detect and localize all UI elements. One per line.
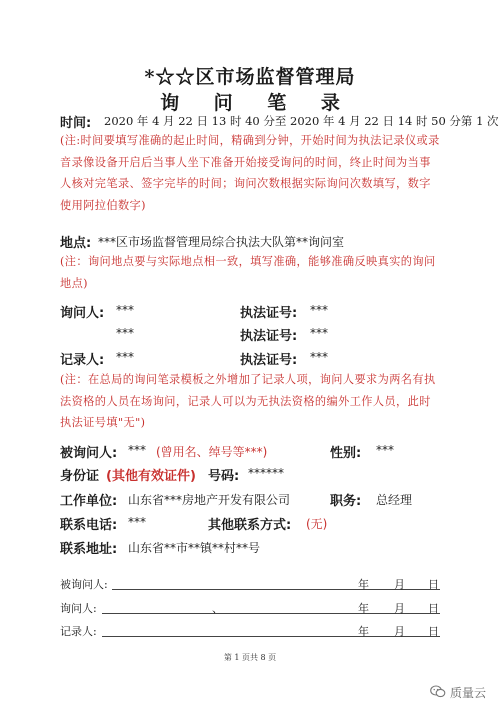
place-note: (注：询问地点要与实际地点相一致，填写准确，能够准确反映真实的询问地点) [60, 255, 436, 290]
place-value: ***区市场监督管理局综合执法大队第**询问室 [98, 235, 345, 249]
inquirers-note: (注：在总局的询问笔录模板之外增加了记录人项，询问人要求为两名有执法资格的人员在场询问，记录人可以为无执法资格的编外工作人员，此时执法证号填"无") [60, 373, 436, 429]
phone-value: *** [128, 515, 146, 529]
id-label: 身份证 [60, 469, 100, 484]
sign-recorder-line[interactable] [102, 636, 440, 637]
recorder-value: *** [116, 350, 134, 364]
time-note: (注:时间要填写准确的起止时间，精确到分钟，开始时间为执法记录仪或录音录像设备开启后当事人坐下准备开始接受询问的时间，终止时间为当事人核对完笔录、签字完毕的时间；询问次数根据实际询问次数填写，数字使用阿拉伯数字) [60, 134, 440, 212]
id-number-label: 号码: [208, 469, 240, 484]
watermark-text: 质量云 [449, 686, 486, 700]
org-title: *☆☆区市场监督管理局 [144, 66, 356, 88]
gender-value: *** [376, 443, 394, 457]
cert-1-value: *** [310, 303, 328, 317]
phone-label: 联系电话: [60, 518, 118, 533]
sign-inquirer-year: 年 [358, 602, 369, 615]
other-contact-value: (无) [306, 517, 328, 531]
page-number: 第 1 页共 8 页 [223, 653, 277, 662]
sign-inquirer-day: 日 [428, 602, 439, 615]
sign-inquirer-month: 月 [394, 602, 405, 615]
sign-recorder-year: 年 [358, 625, 369, 638]
address-label: 联系地址: [60, 542, 118, 557]
work-unit-value: 山东省***房地产开发有限公司 [128, 493, 291, 507]
time-value: 2020 年 4 月 22 日 13 时 40 分至 2020 年 4 月 22 日 14 时 50 分第 1 次 [104, 114, 499, 128]
job-label: 职务: [330, 494, 362, 509]
job-value: 总经理 [376, 493, 413, 507]
cert-label-1: 执法证号: [240, 306, 298, 321]
cert-label-3: 执法证号: [240, 353, 298, 368]
inquirer-2-value: *** [116, 326, 134, 340]
time-label: 时间: [60, 116, 92, 131]
sign-subject-line[interactable] [112, 589, 440, 590]
work-unit-label: 工作单位: [60, 494, 118, 509]
sign-subject-label: 被询问人: [60, 578, 108, 591]
sign-recorder-label: 记录人: [60, 625, 97, 638]
sign-inquirer-label: 询问人: [60, 602, 97, 615]
id-note: (其他有效证件) [106, 469, 196, 484]
place-label: 地点: [60, 236, 92, 251]
sign-inquirer-separator: 、 [212, 602, 223, 615]
id-number-value: ****** [248, 466, 284, 480]
wechat-icon [430, 685, 446, 701]
sign-inquirer-line[interactable] [102, 613, 440, 614]
sign-subject-day: 日 [428, 578, 439, 591]
address-value: 山东省**市**镇**村**号 [128, 541, 261, 555]
sign-recorder-day: 日 [428, 625, 439, 638]
sign-subject-year: 年 [358, 578, 369, 591]
cert-label-2: 执法证号: [240, 329, 298, 344]
watermark [430, 684, 486, 701]
subject-name-value: *** [128, 443, 146, 457]
cert-2-value: *** [310, 326, 328, 340]
inquirer-label: 询问人: [60, 306, 105, 321]
recorder-label: 记录人: [60, 353, 105, 368]
cert-3-value: *** [310, 350, 328, 364]
subject-name-note: (曾用名、绰号等***) [156, 445, 268, 459]
inquirer-1-value: *** [116, 303, 134, 317]
other-contact-label: 其他联系方式: [208, 518, 292, 533]
doc-title: 询 问 笔 录 [160, 92, 354, 114]
subject-name-label: 被询问人: [60, 446, 118, 461]
gender-label: 性别: [330, 446, 362, 461]
sign-recorder-month: 月 [394, 625, 405, 638]
sign-subject-month: 月 [394, 578, 405, 591]
